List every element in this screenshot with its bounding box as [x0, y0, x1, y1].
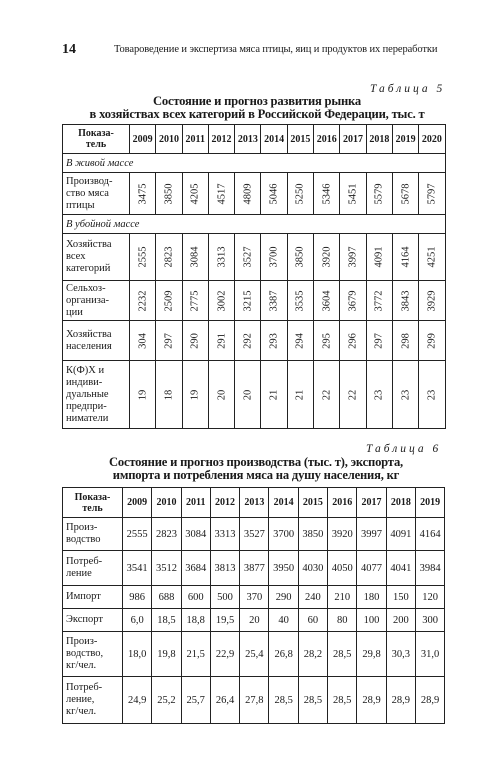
- year-header: 2012: [208, 125, 234, 154]
- table-cell: [235, 361, 261, 429]
- table6-title: [58, 456, 454, 482]
- table6-row: [63, 609, 445, 632]
- cell-value: 19: [137, 389, 149, 400]
- table-cell: 120: [415, 586, 444, 609]
- table-cell: 200: [386, 609, 415, 632]
- table-cell: 31,0: [415, 632, 444, 677]
- table-cell: [419, 361, 445, 429]
- cell-value: 21: [268, 389, 280, 400]
- cell-value: 4205: [189, 183, 201, 204]
- year-header: 2014: [261, 125, 287, 154]
- table-cell: [392, 173, 418, 215]
- table-cell: 27,8: [240, 677, 269, 724]
- table6-row: [63, 632, 445, 677]
- table-cell: [261, 281, 287, 321]
- table-cell: 3700: [269, 518, 298, 551]
- table-cell: [314, 234, 340, 281]
- cell-value: 23: [400, 389, 412, 400]
- table-cell: 150: [386, 586, 415, 609]
- cell-value: 3843: [400, 290, 412, 311]
- cell-value: 290: [189, 332, 201, 349]
- table-cell: 3813: [210, 551, 239, 586]
- table-cell: [287, 173, 313, 215]
- table-cell: 3684: [181, 551, 210, 586]
- table-cell: 3512: [152, 551, 181, 586]
- table-cell: [366, 281, 392, 321]
- cell-value: 3002: [216, 290, 228, 311]
- cell-value: 5451: [347, 183, 359, 204]
- row-label: Хозяйства всех категорий: [63, 234, 130, 281]
- table-cell: [392, 234, 418, 281]
- year-header: 2009: [130, 125, 156, 154]
- table-cell: 28,5: [298, 677, 327, 724]
- cell-value: 297: [373, 332, 385, 349]
- table-cell: [235, 234, 261, 281]
- row-label: Потреб- ление: [63, 551, 123, 586]
- cell-value: 20: [216, 389, 228, 400]
- table-cell: 3920: [328, 518, 357, 551]
- table-cell: [182, 281, 208, 321]
- table-cell: 3541: [123, 551, 152, 586]
- cell-value: 3387: [268, 290, 280, 311]
- table-cell: [287, 281, 313, 321]
- table-cell: 180: [357, 586, 386, 609]
- table6-header-row: [63, 488, 445, 518]
- table-cell: 4041: [386, 551, 415, 586]
- table-cell: [392, 361, 418, 429]
- title-line: импорта и потребления мяса на душу населения, кг: [112, 468, 400, 482]
- row-label: Потреб- ление, кг/чел.: [63, 677, 123, 724]
- table-cell: [366, 173, 392, 215]
- cell-value: 3850: [163, 183, 175, 204]
- cell-value: 3084: [189, 246, 201, 268]
- table-cell: [130, 173, 156, 215]
- table-cell: [156, 281, 182, 321]
- cell-value: 5250: [294, 183, 306, 204]
- cell-value: 19: [189, 389, 201, 400]
- table-cell: [419, 234, 445, 281]
- cell-value: 21: [294, 389, 306, 400]
- cell-value: 2509: [163, 290, 175, 311]
- table-cell: 300: [415, 609, 444, 632]
- table-cell: 25,4: [240, 632, 269, 677]
- cell-value: 291: [216, 332, 228, 349]
- table-cell: 21,5: [181, 632, 210, 677]
- title-line: Состояние и прогноз производства (тыс. т), экспорта,: [108, 455, 403, 469]
- table-cell: 290: [269, 586, 298, 609]
- table-cell: 3984: [415, 551, 444, 586]
- cell-value: 293: [268, 332, 280, 349]
- row-label: Экспорт: [63, 609, 123, 632]
- table-cell: [419, 281, 445, 321]
- table-cell: 6,0: [123, 609, 152, 632]
- year-header: 2012: [210, 488, 239, 518]
- table-cell: 3527: [240, 518, 269, 551]
- cell-value: 22: [347, 389, 359, 400]
- cell-value: 296: [347, 332, 359, 349]
- table6-row: [63, 586, 445, 609]
- table5-row: [63, 361, 446, 429]
- table6-row: [63, 677, 445, 724]
- year-header: 2019: [392, 125, 418, 154]
- table-cell: [340, 361, 366, 429]
- page-header: [62, 42, 460, 58]
- table-cell: [130, 234, 156, 281]
- section-title: В живой массе: [63, 154, 446, 173]
- year-header: 2020: [419, 125, 445, 154]
- table-cell: 24,9: [123, 677, 152, 724]
- year-header: 2013: [240, 488, 269, 518]
- cell-value: 3215: [242, 290, 254, 311]
- title-line: Состояние и прогноз развития рынка: [152, 94, 362, 108]
- year-header: 2017: [340, 125, 366, 154]
- cell-value: 5579: [373, 183, 385, 204]
- table-cell: [182, 234, 208, 281]
- cell-value: 3527: [242, 246, 254, 268]
- year-header: 2017: [357, 488, 386, 518]
- table5-row: [63, 234, 446, 281]
- table-cell: 29,8: [357, 632, 386, 677]
- table-cell: 4050: [328, 551, 357, 586]
- cell-value: 295: [321, 332, 333, 349]
- cell-value: 3850: [294, 246, 306, 268]
- cell-value: 2823: [163, 246, 175, 268]
- cell-value: 3535: [294, 290, 306, 311]
- table5-title: [62, 95, 452, 121]
- table-cell: 3313: [210, 518, 239, 551]
- table5-row: [63, 321, 446, 361]
- table-cell: 3850: [298, 518, 327, 551]
- row-label: Импорт: [63, 586, 123, 609]
- table-cell: [366, 361, 392, 429]
- table-cell: 25,7: [181, 677, 210, 724]
- cell-value: 2232: [137, 290, 149, 311]
- table-cell: [156, 173, 182, 215]
- cell-value: 22: [321, 389, 333, 400]
- table-cell: 500: [210, 586, 239, 609]
- table-cell: [287, 321, 313, 361]
- table6-row: [63, 518, 445, 551]
- table-cell: 18,0: [123, 632, 152, 677]
- table-cell: [340, 321, 366, 361]
- table-cell: [156, 321, 182, 361]
- year-header: 2010: [156, 125, 182, 154]
- year-header: 2018: [386, 488, 415, 518]
- table-cell: 100: [357, 609, 386, 632]
- table5: [62, 124, 446, 429]
- year-header: 2015: [298, 488, 327, 518]
- page-number: 14: [62, 42, 76, 57]
- table-cell: [287, 361, 313, 429]
- cell-value: 3475: [137, 183, 149, 204]
- table-cell: 210: [328, 586, 357, 609]
- table-cell: 30,3: [386, 632, 415, 677]
- table-cell: [156, 361, 182, 429]
- cell-value: 298: [400, 332, 412, 349]
- row-label: Произ- водство: [63, 518, 123, 551]
- table-cell: 28,9: [415, 677, 444, 724]
- table-cell: 22,9: [210, 632, 239, 677]
- table-cell: [314, 173, 340, 215]
- table-cell: 40: [269, 609, 298, 632]
- cell-value: 292: [242, 332, 254, 349]
- table-cell: [419, 173, 445, 215]
- table-cell: 80: [328, 609, 357, 632]
- table-cell: [130, 321, 156, 361]
- year-header: 2015: [287, 125, 313, 154]
- title-line: в хозяйствах всех категорий в Российской Федерации, тыс. т: [89, 107, 425, 121]
- table-cell: [340, 173, 366, 215]
- cell-value: 23: [373, 389, 385, 400]
- table-cell: [182, 173, 208, 215]
- table-cell: [130, 361, 156, 429]
- table5-row: [63, 173, 446, 215]
- cell-value: 3313: [216, 246, 228, 268]
- running-head: Товароведение и экспертиза мяса птицы, яиц и продуктов их переработки: [114, 44, 438, 55]
- year-header: 2016: [328, 488, 357, 518]
- table-cell: [156, 234, 182, 281]
- table6-label: Таблица 6: [366, 443, 442, 455]
- cell-value: 5346: [321, 183, 333, 204]
- cell-value: 3772: [373, 290, 385, 311]
- cell-value: 4517: [216, 183, 228, 204]
- cell-value: 3679: [347, 290, 359, 311]
- cell-value: 5678: [400, 183, 412, 204]
- table-cell: [208, 234, 234, 281]
- cell-value: 3929: [426, 290, 438, 311]
- cell-value: 4251: [426, 246, 438, 268]
- cell-value: 20: [242, 389, 254, 400]
- table-cell: [261, 173, 287, 215]
- cell-value: 299: [426, 332, 438, 349]
- table-cell: 370: [240, 586, 269, 609]
- year-header: 2009: [123, 488, 152, 518]
- table5-section-row: [63, 154, 446, 173]
- table-cell: [235, 321, 261, 361]
- table5-corner-header: Показа- тель: [63, 125, 130, 154]
- table-cell: 2823: [152, 518, 181, 551]
- table-cell: 26,4: [210, 677, 239, 724]
- row-label: Производ- ство мяса птицы: [63, 173, 130, 215]
- table-cell: 4091: [386, 518, 415, 551]
- table-cell: [287, 234, 313, 281]
- table-cell: 688: [152, 586, 181, 609]
- table-cell: [340, 234, 366, 281]
- cell-value: 4809: [242, 183, 254, 204]
- row-label: Произ- водство, кг/чел.: [63, 632, 123, 677]
- table-cell: 3997: [357, 518, 386, 551]
- table-cell: 28,9: [386, 677, 415, 724]
- cell-value: 2775: [189, 290, 201, 311]
- table-cell: [314, 321, 340, 361]
- table5-section-row: [63, 215, 446, 234]
- table-cell: [366, 234, 392, 281]
- year-header: 2010: [152, 488, 181, 518]
- table-cell: [419, 321, 445, 361]
- table-cell: [208, 361, 234, 429]
- table-cell: 986: [123, 586, 152, 609]
- cell-value: 18: [163, 389, 175, 400]
- table-cell: [392, 321, 418, 361]
- table-cell: [182, 361, 208, 429]
- table-cell: 2555: [123, 518, 152, 551]
- cell-value: 5046: [268, 183, 280, 204]
- year-header: 2011: [182, 125, 208, 154]
- table-cell: [208, 281, 234, 321]
- cell-value: 3604: [321, 290, 333, 311]
- cell-value: 304: [137, 332, 149, 349]
- table-cell: 4077: [357, 551, 386, 586]
- year-header: 2016: [314, 125, 340, 154]
- cell-value: 2555: [137, 246, 149, 268]
- table-cell: 3084: [181, 518, 210, 551]
- cell-value: 3920: [321, 246, 333, 268]
- table-cell: [314, 281, 340, 321]
- table-cell: [130, 281, 156, 321]
- table-cell: [366, 321, 392, 361]
- table-cell: 600: [181, 586, 210, 609]
- table-cell: [208, 321, 234, 361]
- table-cell: [208, 173, 234, 215]
- table6-row: [63, 551, 445, 586]
- table-cell: 18,8: [181, 609, 210, 632]
- cell-value: 5797: [426, 183, 438, 204]
- table-cell: [261, 361, 287, 429]
- cell-value: 294: [294, 332, 306, 349]
- table-cell: [182, 321, 208, 361]
- cell-value: 4091: [373, 246, 385, 268]
- table-cell: [392, 281, 418, 321]
- table-cell: 20: [240, 609, 269, 632]
- row-label: К(Ф)Х и индиви- дуальные предпри- ниматели: [63, 361, 130, 429]
- table6-corner-header: Показа- тель: [63, 488, 123, 518]
- table-cell: [235, 173, 261, 215]
- year-header: 2019: [415, 488, 444, 518]
- cell-value: 23: [426, 389, 438, 400]
- table-cell: 19,8: [152, 632, 181, 677]
- row-label: Хозяйства населения: [63, 321, 130, 361]
- table-cell: 28,2: [298, 632, 327, 677]
- table-cell: 3950: [269, 551, 298, 586]
- table-cell: 3877: [240, 551, 269, 586]
- table-cell: 28,9: [357, 677, 386, 724]
- year-header: 2013: [235, 125, 261, 154]
- cell-value: 297: [163, 332, 175, 349]
- table-cell: 4030: [298, 551, 327, 586]
- year-header: 2018: [366, 125, 392, 154]
- section-title: В убойной массе: [63, 215, 446, 234]
- table5-header-row: [63, 125, 446, 154]
- table-cell: 26,8: [269, 632, 298, 677]
- table-cell: 60: [298, 609, 327, 632]
- table5-row: [63, 281, 446, 321]
- cell-value: 3997: [347, 246, 359, 268]
- year-header: 2014: [269, 488, 298, 518]
- table-cell: 28,5: [269, 677, 298, 724]
- table6: [62, 487, 445, 724]
- table-cell: 240: [298, 586, 327, 609]
- table5-label: Таблица 5: [370, 83, 446, 95]
- table-cell: 4164: [415, 518, 444, 551]
- table-cell: 28,5: [328, 677, 357, 724]
- row-label: Сельхоз- организа- ции: [63, 281, 130, 321]
- year-header: 2011: [181, 488, 210, 518]
- table-cell: [340, 281, 366, 321]
- table-cell: [235, 281, 261, 321]
- table-cell: 19,5: [210, 609, 239, 632]
- cell-value: 4164: [400, 246, 412, 268]
- table-cell: 28,5: [328, 632, 357, 677]
- table-cell: [261, 321, 287, 361]
- table-cell: 18,5: [152, 609, 181, 632]
- table-cell: [261, 234, 287, 281]
- cell-value: 3700: [268, 246, 280, 268]
- table-cell: [314, 361, 340, 429]
- table-cell: 25,2: [152, 677, 181, 724]
